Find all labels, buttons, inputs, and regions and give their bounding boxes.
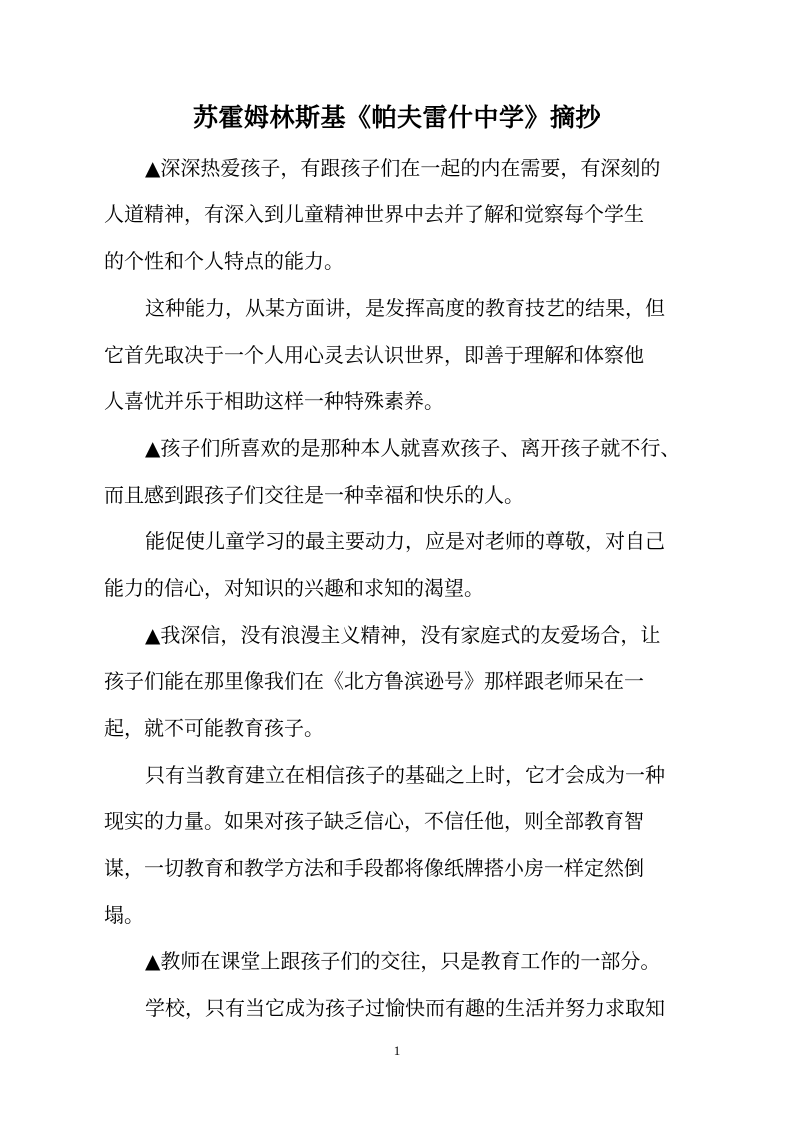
text-line: 的个性和个人特点的能力。 xyxy=(104,249,344,273)
document-title: 苏霍姆林斯基《帕夫雷什中学》摘抄 xyxy=(192,103,601,132)
text-line: 它首先取决于一个人用心灵去认识世界，即善于理解和体察他 xyxy=(104,343,644,367)
text-line: 人喜忧并乐于相助这样一种特殊素养。 xyxy=(104,389,444,413)
text-line: ▲我深信，没有浪漫主义精神，没有家庭式的友爱场合，让 xyxy=(145,623,661,647)
text-line: 能促使儿童学习的最主要动力，应是对老师的尊敬，对自己 xyxy=(145,529,665,553)
text-line: 学校，只有当它成为孩子过愉快而有趣的生活并努力求取知 xyxy=(145,996,665,1020)
text-line: 这种能力，从某方面讲，是发挥高度的教育技艺的结果，但 xyxy=(145,296,665,320)
text-line: 现实的力量。如果对孩子缺乏信心，不信任他，则全部教育智 xyxy=(104,809,644,833)
page-number: 1 xyxy=(393,1043,401,1058)
text-line: 起，就不可能教育孩子。 xyxy=(104,716,324,740)
text-line: 人道精神，有深入到儿童精神世界中去并了解和觉察每个学生 xyxy=(104,202,644,226)
text-line: 能力的信心，对知识的兴趣和求知的渴望。 xyxy=(104,576,484,600)
text-line: 而且感到跟孩子们交往是一种幸福和快乐的人。 xyxy=(104,483,524,507)
text-line: 塌。 xyxy=(104,903,144,927)
text-line: 孩子们能在那里像我们在《北方鲁滨逊号》那样跟老师呆在一 xyxy=(104,669,644,693)
text-line: ▲深深热爱孩子，有跟孩子们在一起的内在需要，有深刻的 xyxy=(145,156,661,180)
text-line: 只有当教育建立在相信孩子的基础之上时，它才会成为一种 xyxy=(145,763,665,787)
text-line: ▲孩子们所喜欢的是那种本人就喜欢孩子、离开孩子就不行、 xyxy=(145,436,681,460)
text-line: ▲教师在课堂上跟孩子们的交往，只是教育工作的一部分。 xyxy=(145,949,661,973)
text-line: 谋，一切教育和教学方法和手段都将像纸牌搭小房一样定然倒 xyxy=(104,856,644,880)
